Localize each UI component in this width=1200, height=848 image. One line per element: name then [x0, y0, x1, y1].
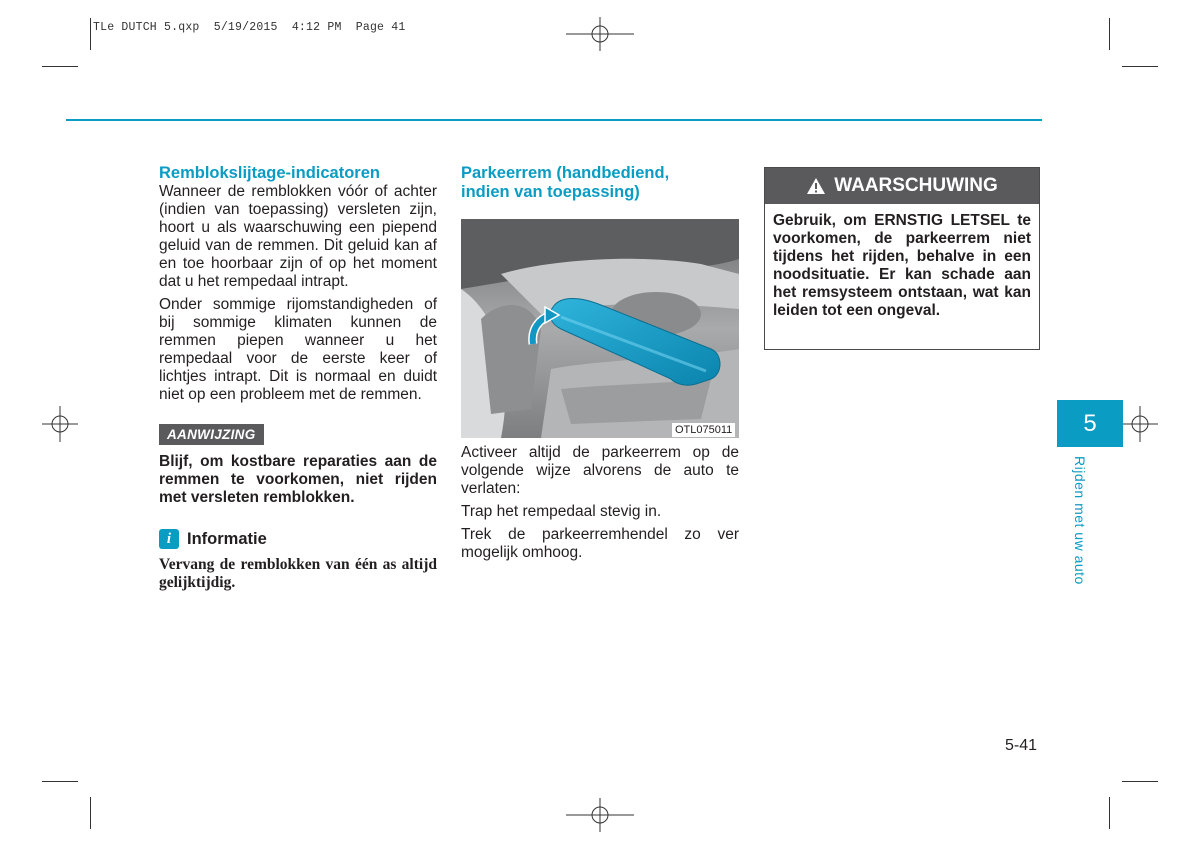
- chapter-label: [1066, 456, 1096, 596]
- parking-brake-illustration: [461, 219, 739, 438]
- warning-header: [765, 168, 1039, 204]
- paragraph: Trap het rempedaal stevig in.: [461, 503, 662, 520]
- note-tag: AANWIJZING: [159, 424, 264, 445]
- chapter-number-tab: 5: [1057, 400, 1123, 447]
- info-icon: i: [159, 529, 179, 549]
- page-number: 5-41: [1005, 737, 1038, 754]
- crop-mark: [90, 797, 91, 829]
- warning-triangle-icon: [806, 177, 826, 195]
- info-heading-label: Informatie: [187, 529, 267, 548]
- info-heading: [159, 529, 437, 549]
- parking-brake-text: [461, 444, 739, 567]
- crop-mark: [90, 18, 91, 50]
- crop-mark: [1122, 66, 1158, 67]
- registration-mark-left: [42, 406, 78, 442]
- registration-mark-top: [566, 17, 634, 51]
- registration-mark-bottom: [566, 798, 634, 832]
- column-2: [461, 164, 739, 202]
- warning-box: [764, 167, 1040, 350]
- info-block: [159, 529, 437, 592]
- column-1: [159, 164, 437, 592]
- warning-title: WAARSCHUWING: [834, 175, 998, 196]
- crop-mark: [42, 66, 78, 67]
- crop-mark: [1109, 797, 1110, 829]
- section-heading-parking-brake: Parkeerrem (handbediend, indien van toepassing): [461, 164, 670, 201]
- crop-mark: [42, 781, 78, 782]
- warning-text: Gebruik, om ERNSTIG LETSEL te voorkomen, de parkeerrem niet tijdens het rijden, behalve in een noodsituatie. Er kan schade aan het remsysteem ontstaan, wat kan leiden tot een ongeval.: [773, 212, 1031, 319]
- paragraph: Onder sommige rijomstandigheden of bij sommige klimaten kunnen de remmen piepen wanneer u het rempedaal voor de eerste keer of lichtjes intrapt. Dit is normaal en duidt niet op een probleem met de remmen.: [159, 296, 437, 403]
- paragraph: Wanneer de remblokken vóór of achter (indien van toepassing) versleten zijn, hoort u als waarschuwing een piepend geluid van de remmen. Dit geluid kan af en toe hoorbaar zijn of op het moment dat u het rempedaal intrapt.: [159, 183, 437, 290]
- crop-mark: [1122, 781, 1158, 782]
- note-block: [159, 424, 437, 507]
- brake-wear-text: [159, 183, 437, 404]
- crop-mark: [1109, 18, 1110, 50]
- print-slug: TLe DUTCH 5.qxp 5/19/2015 4:12 PM Page 41: [93, 21, 406, 34]
- header-rule: [66, 119, 1042, 121]
- note-text: Blijf, om kostbare reparaties aan de remmen te voorkomen, niet rijden met versleten remblokken.: [159, 453, 437, 506]
- image-code: OTL075011: [672, 423, 735, 437]
- paragraph: Activeer altijd de parkeerrem op de volgende wijze alvorens de auto te verlaten:: [461, 444, 739, 497]
- chapter-label-text: Rijden met uw auto: [1072, 456, 1088, 585]
- paragraph: Trek de parkeerremhendel zo ver mogelijk omhoog.: [461, 526, 739, 561]
- section-heading-brake-wear: Remblokslijtage-indicatoren: [159, 164, 380, 182]
- registration-mark-right: [1122, 406, 1158, 442]
- info-text: Vervang de remblokken van één as altijd gelijktijdig.: [159, 556, 437, 591]
